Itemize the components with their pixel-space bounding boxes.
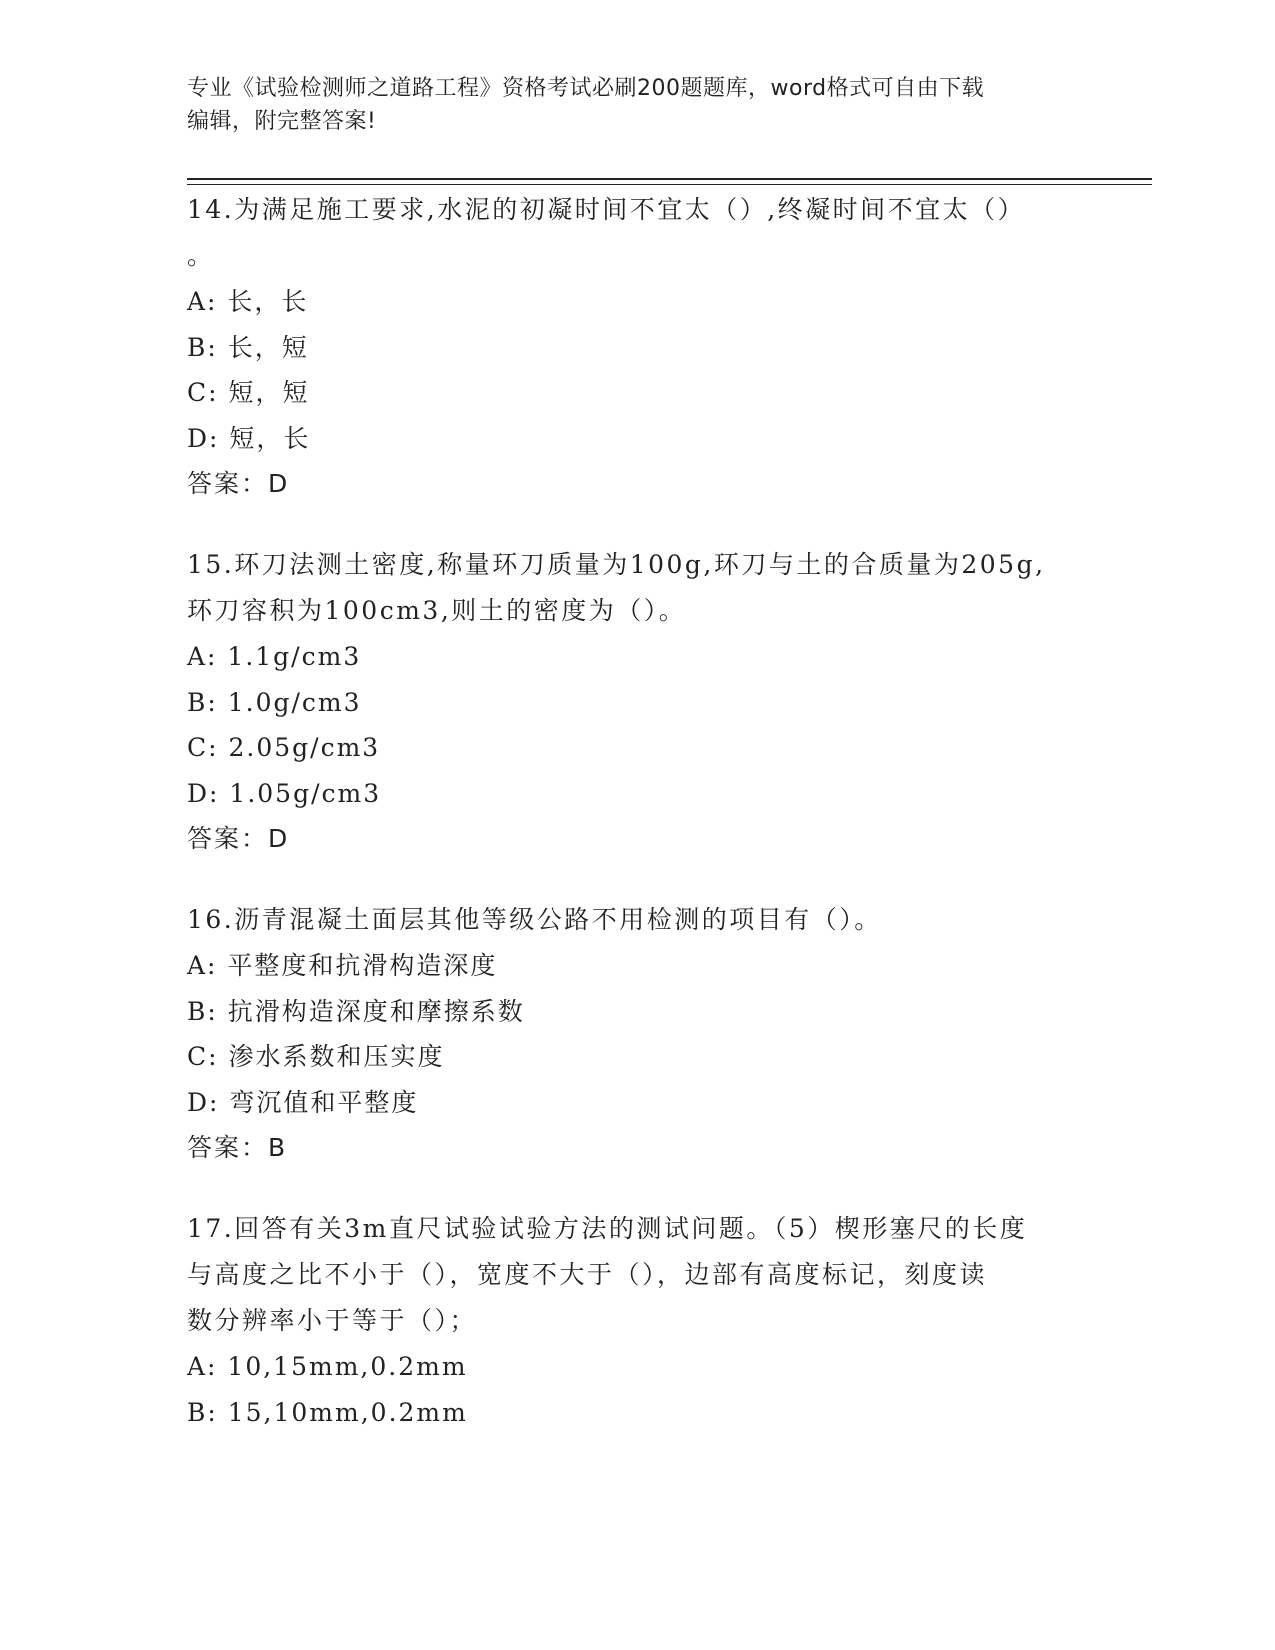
question-16 [187,897,1087,1170]
stem-line: 。 [187,241,215,270]
question-17 [187,1206,1087,1435]
header-divider-thick [187,178,1152,180]
option-c: C: 渗水系数和压实度 [187,1042,445,1071]
question-stem [187,1206,1087,1344]
document-header [187,72,1087,138]
option-d: D: 弯沉值和平整度 [187,1087,419,1117]
option-a: A: 1.1g/cm3 [187,642,362,671]
stem-line: 与高度之比不小于（），宽度不大于（），边部有高度标记，刻度读 [187,1260,988,1289]
option-b: B: 15,10mm,0.2mm [187,1397,468,1427]
option-a: A: 长，长 [187,287,309,316]
question-stem [187,542,1087,634]
question-stem [187,187,1087,279]
option-d: D: 1.05g/cm3 [187,778,382,808]
header-line-1: 专业《试验检测师之道路工程》资格考试必刷200题题库，word格式可自由下载 [187,76,985,101]
answer: 答案：D [187,469,290,498]
stem-line: 数分辨率小于等于（）； [187,1306,478,1335]
question-14 [187,187,1087,506]
stem-line: 14.为满足施工要求,水泥的初凝时间不宜太（）,终凝时间不宜太（） [187,195,1026,224]
option-b: B: 长，短 [187,332,309,362]
option-b: B: 抗滑构造深度和摩擦系数 [187,996,525,1026]
question-15 [187,542,1087,861]
option-a: A: 平整度和抗滑构造深度 [187,951,498,980]
stem-line: 环刀容积为100cm3,则土的密度为（）。 [187,596,687,625]
option-d: D: 短，长 [187,423,311,453]
option-b: B: 1.0g/cm3 [187,687,362,717]
header-divider-thin [187,184,1152,185]
option-a: A: 10,15mm,0.2mm [187,1352,468,1381]
question-list [187,187,1087,1471]
option-c: C: 短，短 [187,378,310,407]
stem-line: 16.沥青混凝土面层其他等级公路不用检测的项目有（）。 [187,905,882,934]
header-line-2: 编辑，附完整答案! [187,109,377,134]
option-c: C: 2.05g/cm3 [187,733,381,762]
stem-line: 17.回答有关3m直尺试验试验方法的测试问题。（5）楔形塞尺的长度 [187,1214,1028,1243]
answer: 答案：B [187,1133,288,1162]
stem-line: 15.环刀法测土密度,称量环刀质量为100g,环刀与土的合质量为205g, [187,550,1046,579]
question-stem [187,897,1087,943]
answer: 答案：D [187,824,290,853]
